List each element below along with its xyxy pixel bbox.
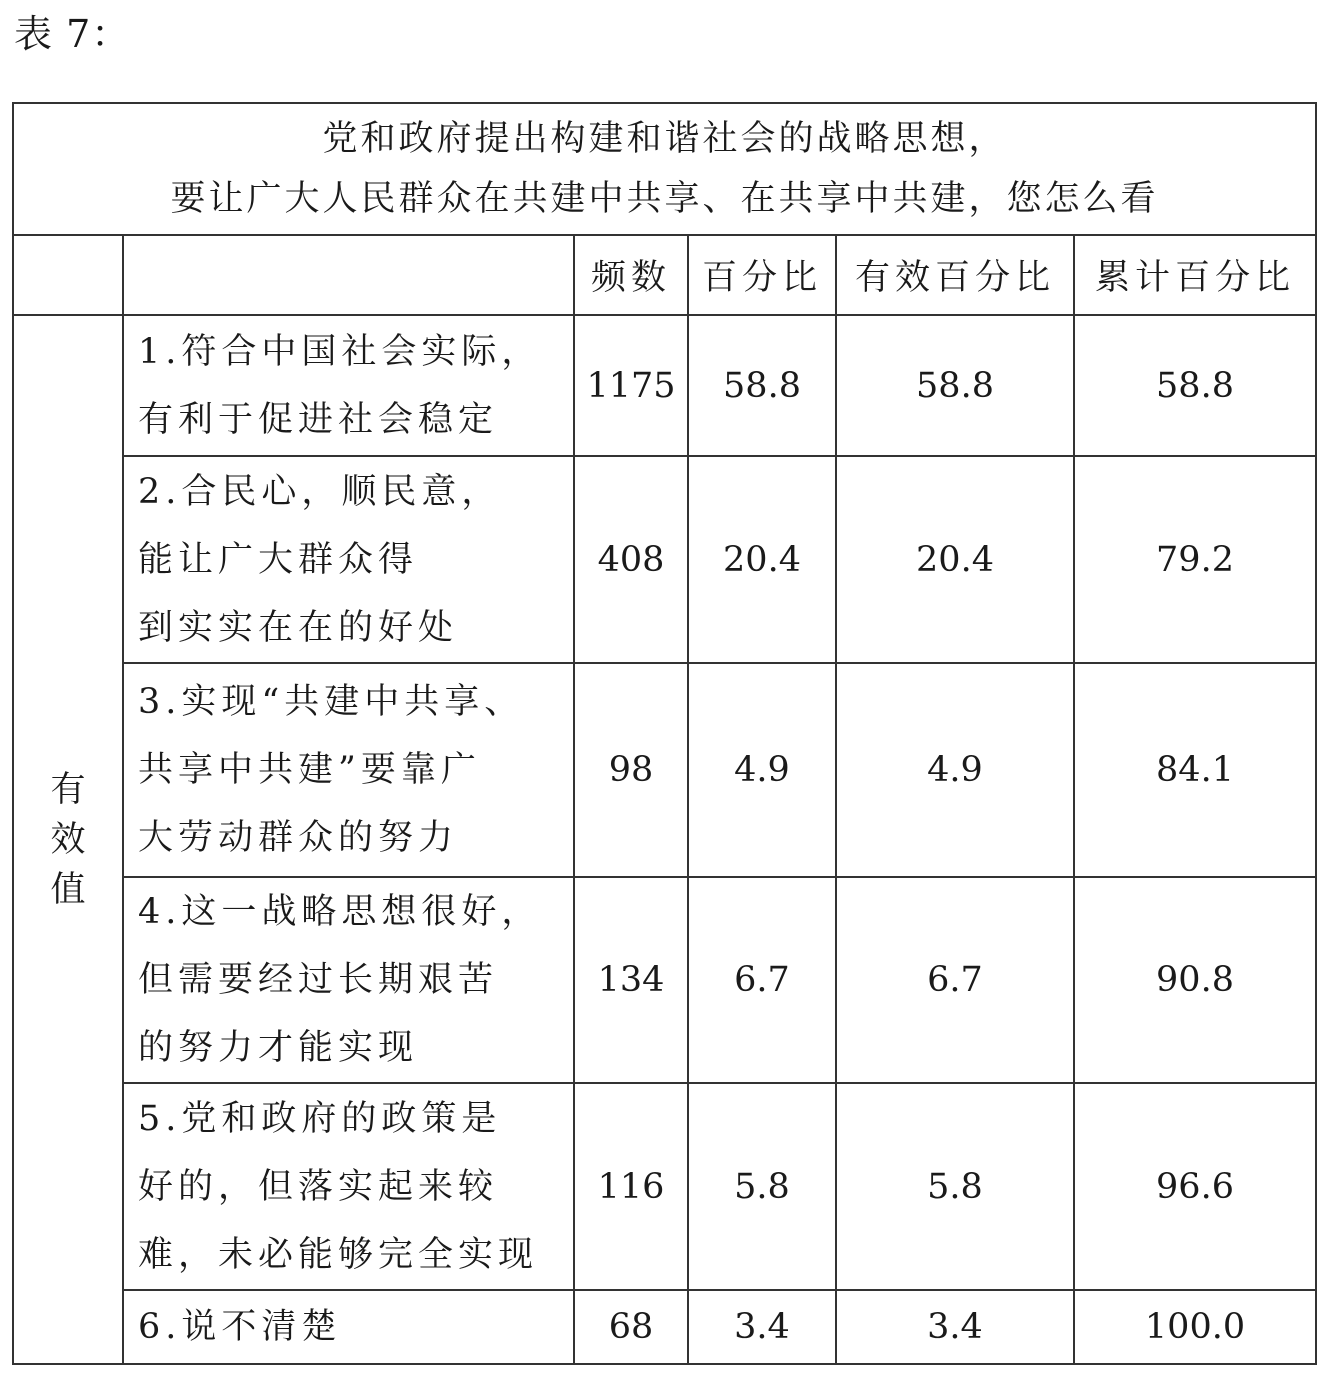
valid-percent-cell: 58.8 (836, 315, 1074, 456)
option-label-line: 好的，但落实起来较 (138, 1166, 499, 1207)
header-frequency: 频数 (574, 235, 688, 315)
frequency-cell: 134 (574, 877, 688, 1083)
percent-cell: 58.8 (688, 315, 836, 456)
option-label-line: 4.这一战略思想很好， (138, 892, 542, 932)
option-label-line: 能让广大群众得 (138, 539, 419, 580)
frequency-cell: 98 (574, 663, 688, 877)
table-title-row (13, 103, 1316, 235)
valid-percent-cell: 4.9 (836, 663, 1074, 877)
frequency-cell: 408 (574, 456, 688, 663)
table-title-line-2: 要让广大人民群众在共建中共享、在共享中共建，您怎么看 (170, 179, 1159, 219)
option-label (123, 1290, 574, 1364)
table-row (13, 663, 1316, 877)
cumulative-percent-cell: 79.2 (1074, 456, 1316, 663)
table-title (13, 103, 1316, 235)
table-row (13, 1083, 1316, 1290)
group-label-valid (13, 315, 123, 1364)
header-percent: 百分比 (688, 235, 836, 315)
frequency-cell: 116 (574, 1083, 688, 1290)
option-label-line: 到实实在在的好处 (138, 607, 459, 648)
option-label (123, 1083, 574, 1290)
cumulative-percent-cell: 100.0 (1074, 1290, 1316, 1364)
option-label-line: 2.合民心，顺民意， (138, 471, 502, 512)
valid-percent-cell: 3.4 (836, 1290, 1074, 1364)
cumulative-percent-cell: 96.6 (1074, 1083, 1316, 1290)
header-row (13, 235, 1316, 315)
table-caption: 表 7： (14, 12, 131, 56)
percent-cell: 4.9 (688, 663, 836, 877)
option-label-line: 的努力才能实现 (138, 1028, 419, 1068)
option-label-line: 难，未必能够完全实现 (138, 1234, 539, 1275)
valid-percent-cell: 20.4 (836, 456, 1074, 663)
option-label (123, 456, 574, 663)
group-label-char: 值 (50, 869, 86, 910)
percent-cell: 6.7 (688, 877, 836, 1083)
percent-cell: 20.4 (688, 456, 836, 663)
header-valid-percent: 有效百分比 (836, 235, 1074, 315)
header-blank-group (13, 235, 123, 315)
table-row (13, 456, 1316, 663)
cumulative-percent-cell: 84.1 (1074, 663, 1316, 877)
frequency-cell: 1175 (574, 315, 688, 456)
header-blank-option (123, 235, 574, 315)
group-label-char: 效 (50, 819, 86, 860)
option-label-line: 5.党和政府的政策是 (138, 1098, 502, 1139)
option-label (123, 315, 574, 456)
percent-cell: 5.8 (688, 1083, 836, 1290)
option-label-line: 6.说不清楚 (138, 1307, 342, 1347)
table-row (13, 1290, 1316, 1364)
frequency-cell: 68 (574, 1290, 688, 1364)
option-label-line: 但需要经过长期艰苦 (138, 960, 499, 1000)
option-label-line: 有利于促进社会稳定 (138, 399, 499, 440)
option-label-line: 1.符合中国社会实际， (138, 331, 542, 372)
option-label (123, 663, 574, 877)
percent-cell: 3.4 (688, 1290, 836, 1364)
option-label-line: 3.实现“共建中共享、 (138, 682, 525, 722)
cumulative-percent-cell: 90.8 (1074, 877, 1316, 1083)
group-label-char: 有 (50, 769, 86, 810)
survey-table (12, 102, 1317, 1365)
option-label (123, 877, 574, 1083)
table-title-line-1: 党和政府提出构建和谐社会的战略思想， (322, 119, 1007, 159)
cumulative-percent-cell: 58.8 (1074, 315, 1316, 456)
table-row (13, 877, 1316, 1083)
valid-percent-cell: 6.7 (836, 877, 1074, 1083)
header-cumulative-percent: 累计百分比 (1074, 235, 1316, 315)
option-label-line: 共享中共建”要靠广 (138, 750, 481, 790)
valid-percent-cell: 5.8 (836, 1083, 1074, 1290)
option-label-line: 大劳动群众的努力 (138, 818, 459, 858)
table-row (13, 315, 1316, 456)
